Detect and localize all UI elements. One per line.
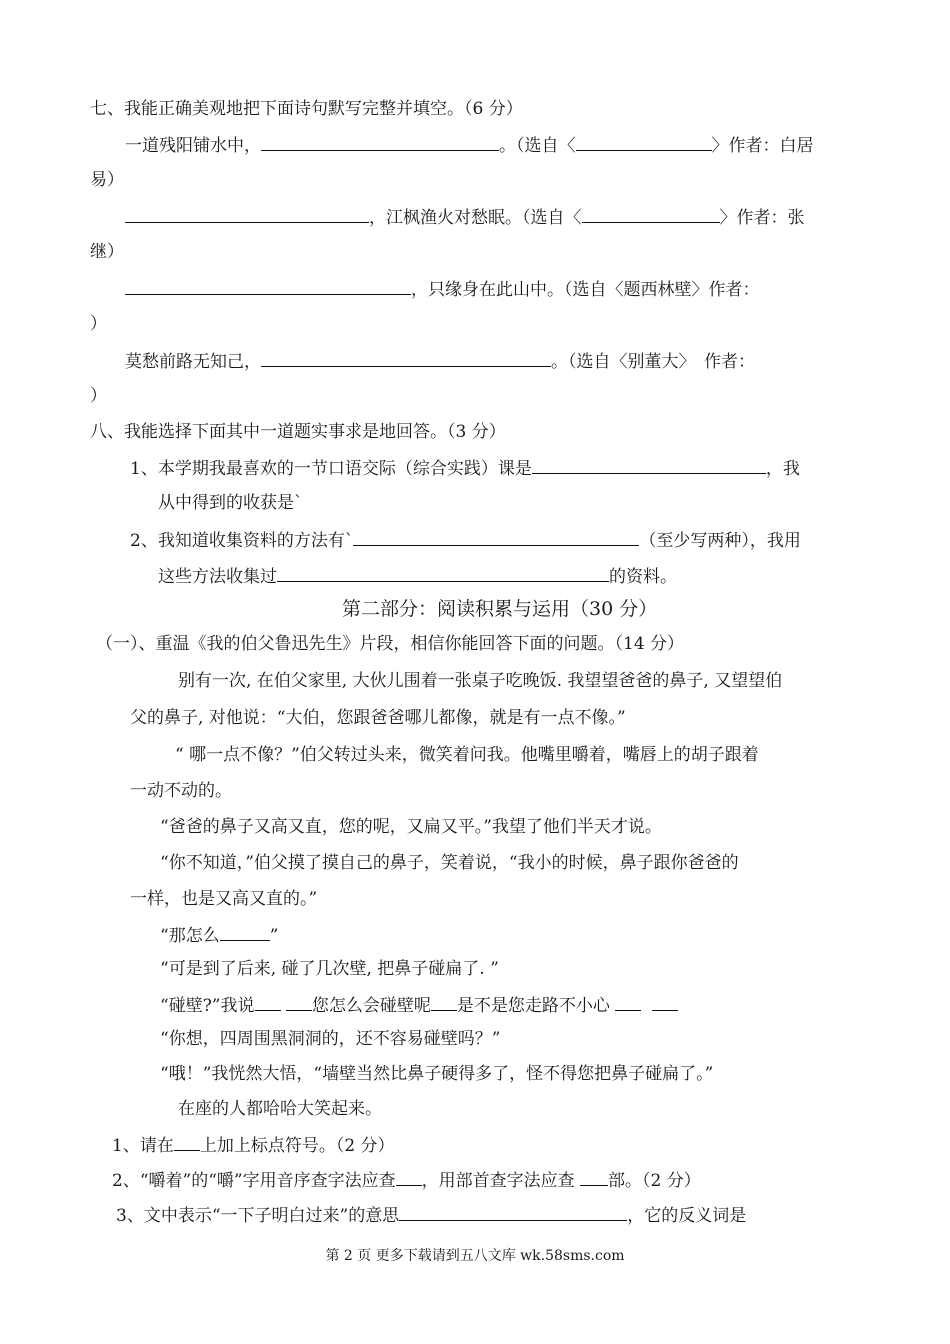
poem-4-blank[interactable] <box>261 348 551 367</box>
question-3 <box>116 1202 746 1228</box>
reading-intro: （一）、重温《我的伯父鲁迅先生》片段，相信你能回答下面的问题。（14 分） <box>96 634 685 654</box>
s8-q2-wrap-text: 这些方法收集过 <box>158 567 277 587</box>
passage-line-9: “可是到了后来, 碰了几次壁, 把鼻子碰扁了. ” <box>160 959 499 979</box>
page-footer: 第 2 页 更多下载请到五八文库 wk.58sms.com <box>325 1248 625 1264</box>
passage-10-tail: 是不是您走路不小心 <box>456 996 610 1016</box>
question-3-text: 3、文中表示“一下子明白过来”的意思 <box>116 1206 400 1226</box>
passage-line-3: “ 哪一点不像？”伯父转过头来，微笑着问我。他嘴里嚼着，嘴唇上的胡子跟着 <box>175 745 759 765</box>
poem-1-author-label: 〉作者：白居 <box>711 136 814 156</box>
passage-line-8 <box>160 922 278 948</box>
passage-line-10 <box>160 992 678 1018</box>
passage-10-blank-3[interactable] <box>431 992 457 1011</box>
s8-question-2 <box>130 527 801 553</box>
passage-line-5: “爸爸的鼻子又高又直，您的呢，又扁又平。”我望了他们半天才说。 <box>160 817 662 837</box>
poem-line-4 <box>125 348 755 374</box>
poem-line-2 <box>125 204 805 230</box>
question-1-text: 1、请在 <box>112 1136 174 1156</box>
s8-q1-wrap: 从中得到的收获是` <box>158 493 303 513</box>
passage-line-11: “你想，四周围黑洞洞的，还不容易碰壁吗？” <box>160 1029 501 1049</box>
question-2-text: 2、“嚼着”的“嚼”字用音序查字法应查 <box>112 1171 396 1191</box>
passage-8-tail: ” <box>269 926 279 946</box>
s8-q2-text: 2、我知道收集资料的方法有` <box>130 531 354 551</box>
poem-2-blank[interactable] <box>125 204 369 223</box>
poem-2-source-blank[interactable] <box>582 204 720 223</box>
passage-10-blank-2[interactable] <box>286 992 312 1011</box>
passage-line-6: “你不知道，”伯父摸了摸自己的鼻子，笑着说，“我小的时候，鼻子跟你爸爸的 <box>160 853 739 873</box>
s8-q1-blank[interactable] <box>532 455 766 474</box>
question-2 <box>112 1167 701 1193</box>
s8-q2-blank[interactable] <box>353 527 639 546</box>
poem-1-source-label: 。（选自〈 <box>499 136 576 156</box>
question-2-tail: 部。（2 分） <box>608 1171 701 1191</box>
passage-10-mid: 您怎么会碰壁呢 <box>311 996 431 1016</box>
passage-line-2: 父的鼻子, 对他说：“大伯，您跟爸爸哪儿都像，就是有一点不像。” <box>130 708 626 728</box>
poem-3-text: ，只缘身在此山中。（选自〈题西林壁〉作者： <box>411 280 760 300</box>
poem-2-author-label: 〉作者：张 <box>719 208 805 228</box>
poem-1-blank[interactable] <box>261 132 499 151</box>
poem-3-wrap: ） <box>90 314 107 334</box>
poem-3-blank[interactable] <box>125 276 411 295</box>
passage-line-4: 一动不动的。 <box>130 781 232 801</box>
poem-4-source-label: 。（选自〈别董大〉 作者： <box>551 352 755 372</box>
question-1-tail: 上加上标点符号。（2 分） <box>199 1136 395 1156</box>
question-1-blank[interactable] <box>174 1132 200 1151</box>
s8-q2-wrap-blank[interactable] <box>277 563 609 582</box>
poem-line-1 <box>125 132 814 158</box>
part-2-title: 第二部分：阅读积累与运用（30 分） <box>342 598 658 620</box>
passage-10-blank-4[interactable] <box>615 992 641 1011</box>
poem-4-text: 莫愁前路无知己， <box>125 352 261 372</box>
passage-line-7: 一样，也是又高又直的。” <box>130 889 318 909</box>
s8-q1-text: 1、本学期我最喜欢的一节口语交际（综合实践）课是 <box>130 459 532 479</box>
section-8-title: 八、我能选择下面其中一道题实事求是地回答。（3 分） <box>90 422 506 442</box>
s8-q2-tail: （至少写两种），我用 <box>639 531 801 551</box>
passage-line-13: 在座的人都哈哈大笑起来。 <box>178 1099 382 1119</box>
question-3-tail: ，它的反义词是 <box>627 1206 747 1226</box>
poem-2-wrap: 继） <box>90 242 124 262</box>
question-3-blank[interactable] <box>399 1202 627 1221</box>
passage-line-12: “哦！”我恍然大悟，“墙壁当然比鼻子硬得多了，怪不得您把鼻子碰扁了。” <box>160 1064 714 1084</box>
poem-line-3 <box>125 276 760 302</box>
section-7-title: 七、我能正确美观地把下面诗句默写完整并填空。（6 分） <box>90 99 523 119</box>
passage-8-text: “那怎么 <box>160 926 220 946</box>
question-2-blank-2[interactable] <box>580 1167 608 1186</box>
poem-4-wrap: ） <box>90 386 107 406</box>
poem-1-text: 一道残阳铺水中， <box>125 136 261 156</box>
s8-question-1 <box>130 455 800 481</box>
s8-q2-wrap <box>158 563 677 589</box>
passage-8-blank[interactable] <box>220 922 270 941</box>
question-2-mid: ，用部首查字法应查 <box>421 1171 575 1191</box>
question-1 <box>112 1132 395 1158</box>
poem-2-text: ，江枫渔火对愁眠。（选自〈 <box>369 208 582 228</box>
passage-line-1: 别有一次, 在伯父家里, 大伙儿围着一张桌子吃晚饭. 我望望爸爸的鼻子, 又望望伯 <box>178 671 783 691</box>
passage-10-blank-1[interactable] <box>255 992 281 1011</box>
s8-q1-tail: ，我 <box>765 459 800 479</box>
s8-q2-wrap-tail: 的资料。 <box>609 567 677 587</box>
passage-10-blank-5[interactable] <box>652 992 678 1011</box>
passage-10-text: “碰壁?”我说 <box>160 996 255 1016</box>
question-2-blank-1[interactable] <box>396 1167 422 1186</box>
poem-1-wrap: 易） <box>90 170 124 190</box>
poem-1-source-blank[interactable] <box>576 132 712 151</box>
